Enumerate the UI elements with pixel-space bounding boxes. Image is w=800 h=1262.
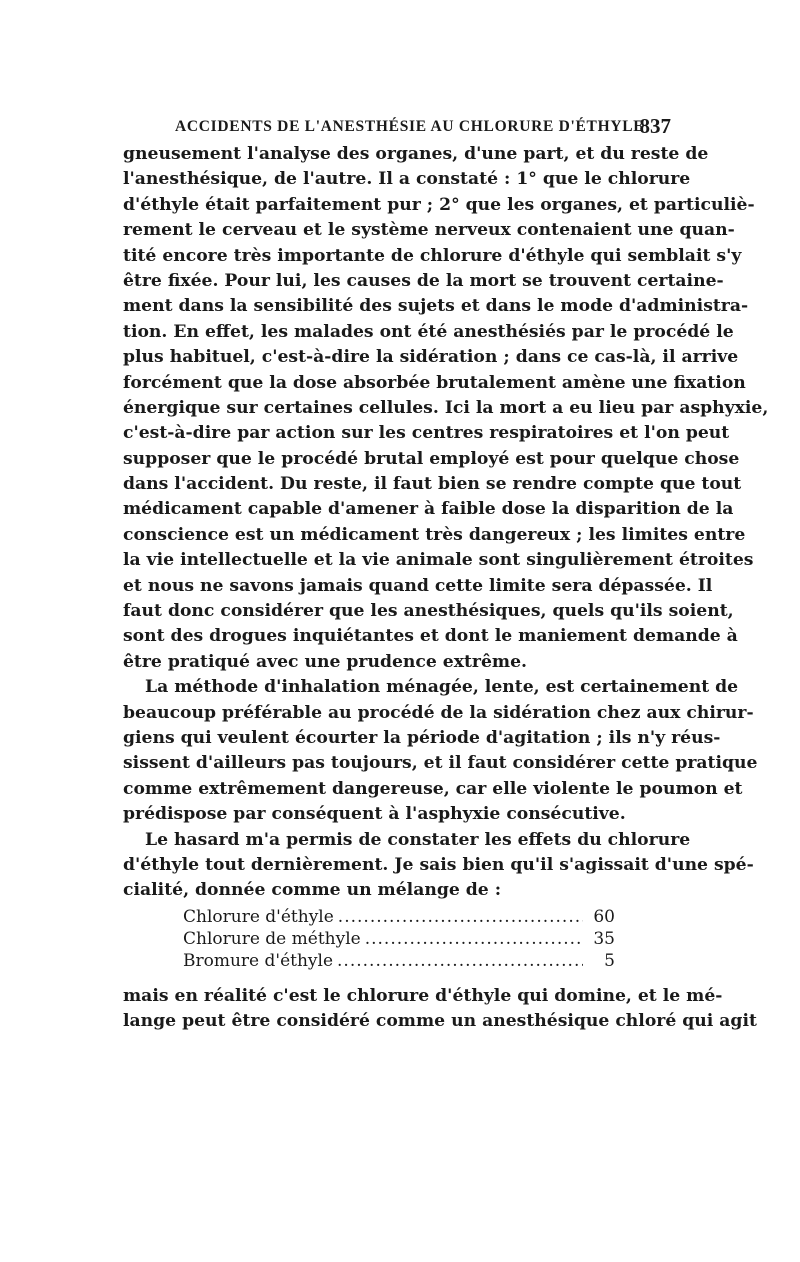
running-head [123,112,673,142]
formula-quantity: 5 [604,950,615,971]
formula-ingredient: Chlorure de méthyle [183,928,361,949]
page-number: 837 [639,114,671,138]
text-line: supposer que le procédé brutal employé est pour quelque chose [123,448,740,469]
leader-dots [338,906,583,928]
text-line: ment dans la sensibilité des sujets et dans le mode d'administra- [123,296,749,317]
text-line: énergique sur certaines cellules. Ici la mort a eu lieu par asphyxie, [123,397,769,418]
running-head-title: ACCIDENTS DE L'ANESTHÉSIE AU CHLORURE D'ÉTHYLE [175,118,645,135]
text-line: et nous ne savons jamais quand cette limite sera dépassée. Il [123,575,713,596]
text-line: la vie intellectuelle et la vie animale sont singulièrement étroites [123,550,754,571]
formula-ingredient: Chlorure d'éthyle [183,906,334,927]
text-line: d'éthyle était parfaitement pur ; 2° que les organes, et particuliè- [123,194,755,215]
text-line: sissent d'ailleurs pas toujours, et il faut considérer cette pratique [123,753,758,774]
text-line: comme extrêmement dangereuse, car elle violente le poumon et [123,778,743,799]
paragraph-1 [123,142,769,675]
paragraph-3 [123,828,754,904]
page-body [123,142,769,1035]
text-line: prédispose par conséquent à l'asphyxie consécutive. [123,804,626,825]
formula-quantity: 60 [593,906,615,927]
text-line: médicament capable d'amener à faible dose la disparition de la [123,499,734,520]
text-line: La méthode d'inhalation ménagée, lente, est certainement de [145,677,739,698]
text-line: tion. En effet, les malades ont été anesthésiés par le procédé le [123,321,734,342]
text-line: cialité, donnée comme un mélange de : [123,880,502,901]
text-line: conscience est un médicament très dangereux ; les limites entre [123,524,746,545]
formula-table [183,906,615,972]
paragraph-4 [123,984,757,1035]
book-page [123,112,769,1035]
formula-quantity: 35 [593,928,615,949]
text-line: c'est-à-dire par action sur les centres respiratoires et l'on peut [123,423,730,444]
text-line: mais en réalité c'est le chlorure d'éthyle qui domine, et le mé- [123,985,723,1006]
formula-row [183,906,615,928]
text-line: tité encore très importante de chlorure d'éthyle qui semblait s'y [123,245,742,266]
paragraph-2 [123,675,758,827]
formula-row [183,950,615,972]
text-line: beaucoup préférable au procédé de la sidération chez aux chirur- [123,702,754,723]
text-line: être pratiqué avec une prudence extrême. [123,651,527,672]
text-line: Le hasard m'a permis de constater les effets du chlorure [145,829,691,850]
text-line: faut donc considérer que les anesthésiques, quels qu'ils soient, [123,601,734,622]
text-line: dans l'accident. Du reste, il faut bien se rendre compte que tout [123,474,742,495]
text-line: forcément que la dose absorbée brutalement amène une fixation [123,372,746,393]
leader-dots [365,928,583,950]
formula-ingredient: Bromure d'éthyle [183,950,334,971]
text-line: rement le cerveau et le système nerveux contenaient une quan- [123,220,735,241]
formula-row [183,928,615,950]
text-line: giens qui veulent écourter la période d'agitation ; ils n'y réus- [123,727,721,748]
leader-dots [337,950,583,972]
text-line: lange peut être considéré comme un anesthésique chloré qui agit [123,1011,757,1032]
text-line: être fixée. Pour lui, les causes de la mort se trouvent certaine- [123,270,724,291]
text-line: gneusement l'analyse des organes, d'une part, et du reste de [123,144,709,164]
text-line: sont des drogues inquiétantes et dont le maniement demande à [123,626,738,647]
text-line: d'éthyle tout dernièrement. Je sais bien qu'il s'agissait d'une spé- [123,854,754,875]
text-line: plus habituel, c'est-à-dire la sidération ; dans ce cas-là, il arrive [123,347,739,368]
text-line: l'anesthésique, de l'autre. Il a constaté : 1° que le chlorure [123,169,691,190]
